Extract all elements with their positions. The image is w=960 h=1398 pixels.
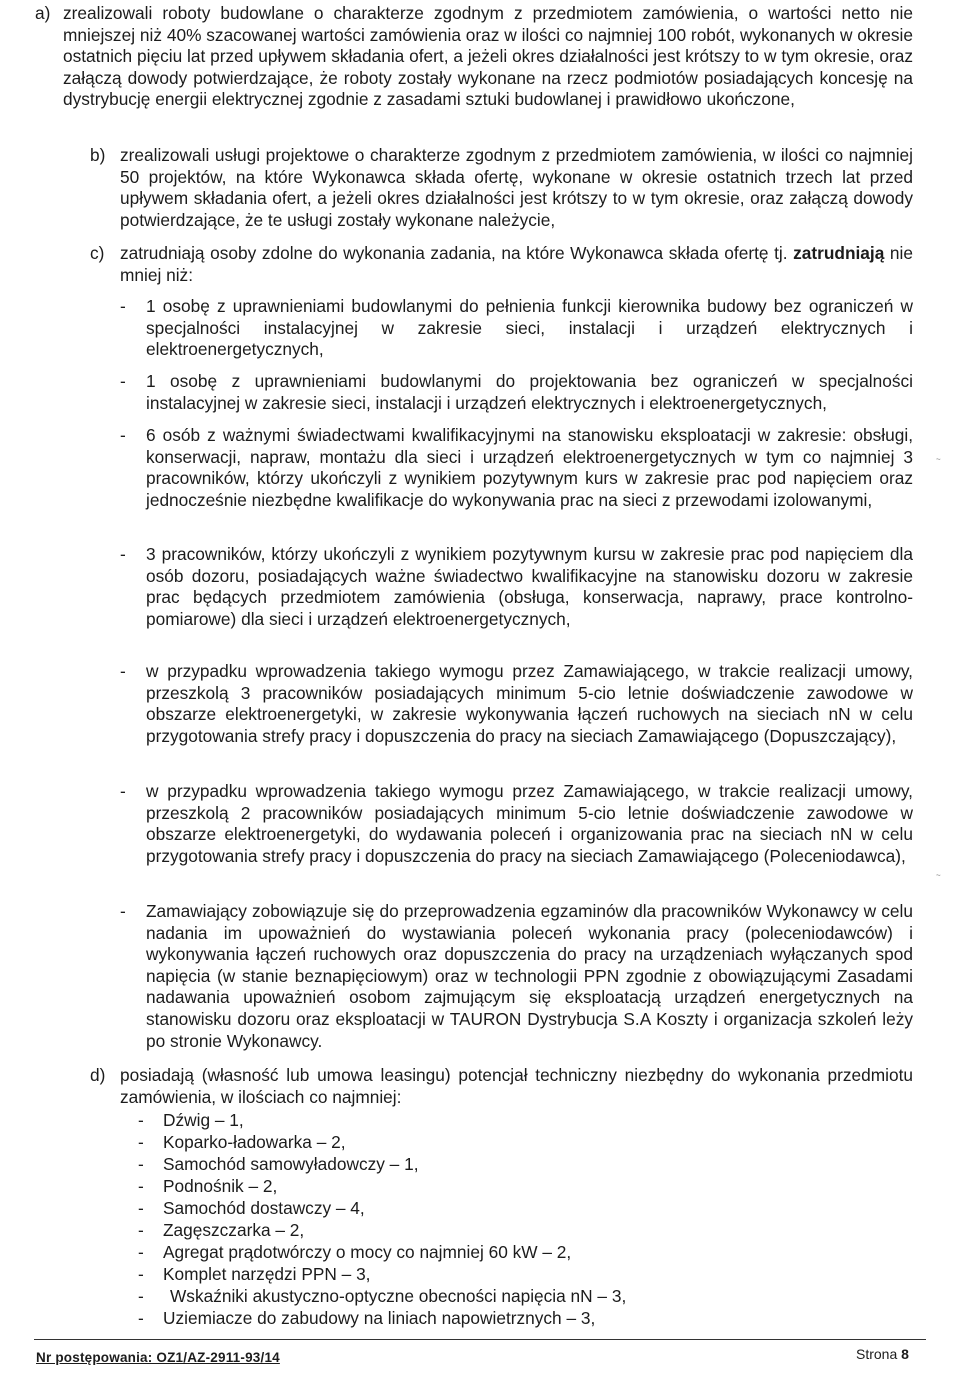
section-c-tail: nie mniej niż: <box>120 243 913 285</box>
section-a-marker: a) <box>35 3 51 23</box>
c-item-3: 6 osób z ważnymi świadectwami kwalifikacyjnymi na stanowisku eksploatacji w zakresie: obsługi, konserwacji, napraw, montażu dla sieci i urządzeń elektroenergetycznych w tym co najmniej 3 pracowników, którzy ukończyli z wynikiem pozytywnym kurs w zakresie prac pod napięciem oraz jednocześnie niezbędne kwalifikacje do wykonywania prac na sieci z przewodami izolowanymi, <box>146 425 913 510</box>
case-number: Nr postępowania: OZ1/AZ-2911-93/14 <box>36 1350 280 1365</box>
section-b-marker: b) <box>90 145 106 165</box>
d-item-8: Komplet narzędzi PPN – 3, <box>163 1264 371 1284</box>
scan-speck: ~ <box>936 455 941 464</box>
c-item-6-dash: - <box>120 781 126 801</box>
d-item-4-dash: - <box>138 1176 144 1196</box>
section-d-marker: d) <box>90 1065 106 1085</box>
d-item-2-dash: - <box>138 1132 144 1152</box>
c-item-2: 1 osobę z uprawnieniami budowlanymi do projektowania bez ograniczeń w specjalności instalacyjnej w zakresie sieci, instalacji i urządzeń elektrycznych i elektroenergetycznych, <box>146 371 913 413</box>
d-item-3: Samochód samowyładowczy – 1, <box>163 1154 419 1174</box>
c-item-3-dash: - <box>120 425 126 445</box>
d-item-7-dash: - <box>138 1242 144 1262</box>
d-item-4: Podnośnik – 2, <box>163 1176 278 1196</box>
page-label: Strona <box>856 1346 898 1362</box>
c-item-5-dash: - <box>120 661 126 681</box>
d-item-1-dash: - <box>138 1110 144 1130</box>
c-item-4-dash: - <box>120 544 126 564</box>
d-item-6-dash: - <box>138 1220 144 1240</box>
d-item-5-dash: - <box>138 1198 144 1218</box>
page-indicator <box>856 1346 909 1362</box>
d-item-3-dash: - <box>138 1154 144 1174</box>
c-item-1-dash: - <box>120 296 126 316</box>
d-item-8-dash: - <box>138 1264 144 1284</box>
c-item-7-dash: - <box>120 901 126 921</box>
d-item-2: Koparko-ładowarka – 2, <box>163 1132 346 1152</box>
page-number: 8 <box>901 1346 909 1362</box>
c-item-7: Zamawiający zobowiązuje się do przeprowadzenia egzaminów dla pracowników Wykonawcy w celu nadania im upoważnień do wystawiania poleceń wykonania pracy (poleceniodawców) i wykonywania łączeń ruchowych oraz dopuszczenia do pracy na urządzeniach wyłączanych spod napięcia (w stanie beznapięciowym) oraz w technologii PPN zgodnie z obowiązującymi Zasadami nadawania upoważnień osobom zajmującym się eksploatacją urządzeń energetycznych na stanowisku dozoru oraz eksploatacji w TAURON Dystrybucja S.A Koszty i organizacja szkoleń leży po stronie Wykonawcy. <box>146 901 913 1051</box>
c-item-5: w przypadku wprowadzenia takiego wymogu przez Zamawiającego, w trakcie realizacji umowy, przeszkolą 3 pracowników posiadających minimum 5-cio letnie doświadczenie zawodowe w obszarze elektroenergetyki, w zakresie wykonywania łączeń ruchowych na sieciach nN w celu przygotowania strefy pracy i dopuszczenia do pracy na sieciach Zamawiającego (Dopuszczający), <box>146 661 913 746</box>
c-item-4: 3 pracowników, którzy ukończyli z wynikiem pozytywnym kursu w zakresie prac pod napięciem dla osób dozoru, posiadających ważne świadectwo kwalifikacyjne na stanowisku dozoru w zakresie prac będących przedmiotem zamówienia (obsługa, konserwacja, naprawy, prace kontrolno-pomiarowe) dla sieci i urządzeń elektroenergetycznych, <box>146 544 913 629</box>
c-item-2-dash: - <box>120 371 126 391</box>
section-c-text <box>120 243 913 286</box>
c-item-1: 1 osobę z uprawnieniami budowlanymi do pełnienia funkcji kierownika budowy bez ograniczeń w specjalności instalacyjnej w zakresie sieci, instalacji i urządzeń elektrycznych i elektroenergetycznych, <box>146 296 913 360</box>
scan-speck: ~ <box>936 871 941 880</box>
d-item-9-dash: - <box>138 1286 144 1306</box>
section-c-bold: zatrudniają <box>793 243 885 263</box>
c-item-6: w przypadku wprowadzenia takiego wymogu przez Zamawiającego, w trakcie realizacji umowy, przeszkolą 2 pracowników posiadających minimum 5-cio letnie doświadczenie zawodowe w obszarze elektroenergetyki, do wydawania poleceń i organizowania prac na sieciach nN w celu przygotowania strefy pracy i dopuszczenia do pracy na sieciach Zamawiającego (Poleceniodawca), <box>146 781 913 866</box>
d-item-7: Agregat prądotwórczy o mocy co najmniej 60 kW – 2, <box>163 1242 572 1262</box>
section-c-intro: zatrudniają osoby zdolne do wykonania zadania, na które Wykonawca składa ofertę tj. <box>120 243 794 263</box>
section-c-marker: c) <box>90 243 105 263</box>
d-item-10: Uziemiacze do zabudowy na liniach napowietrznych – 3, <box>163 1308 596 1328</box>
d-item-1: Dźwig – 1, <box>163 1110 244 1130</box>
footer-divider <box>34 1339 926 1340</box>
section-a-text: zrealizowali roboty budowlane o charakterze zgodnym z przedmiotem zamówienia, o wartości netto nie mniejszej niż 40% szacowanej wartości zamówienia oraz w ilości co najmniej 100 robót, wykonanych w okresie ostatnich pięciu lat przed upływem składania ofert, a jeżeli okres działalności jest krótszy to w tym okresie, oraz załączą dowody potwierdzające, że roboty zostały wykonane na rzecz podmiotów posiadających koncesję na dystrybucję energii elektrycznej zgodnie z zasadami sztuki budowlanej i prawidłowo ukończone, <box>63 3 913 110</box>
d-item-10-dash: - <box>138 1308 144 1328</box>
section-b-text: zrealizowali usługi projektowe o charakterze zgodnym z przedmiotem zamówienia, w ilości co najmniej 50 projektów, na które Wykonawca składa ofertę, wykonane w okresie ostatnich trzech lat przed upływem składania ofert, a jeżeli okres działalności jest krótszy to w tym okresie, oraz załączą dowody potwierdzające, że te usługi zostały wykonane należycie, <box>120 145 913 230</box>
d-item-5: Samochód dostawczy – 4, <box>163 1198 365 1218</box>
d-item-6: Zagęszczarka – 2, <box>163 1220 305 1240</box>
d-item-9: Wskaźniki akustyczno-optyczne obecności napięcia nN – 3, <box>170 1286 627 1306</box>
section-d-text: posiadają (własność lub umowa leasingu) potencjał techniczny niezbędny do wykonania przedmiotu zamówienia, w ilościach co najmniej: <box>120 1065 913 1107</box>
